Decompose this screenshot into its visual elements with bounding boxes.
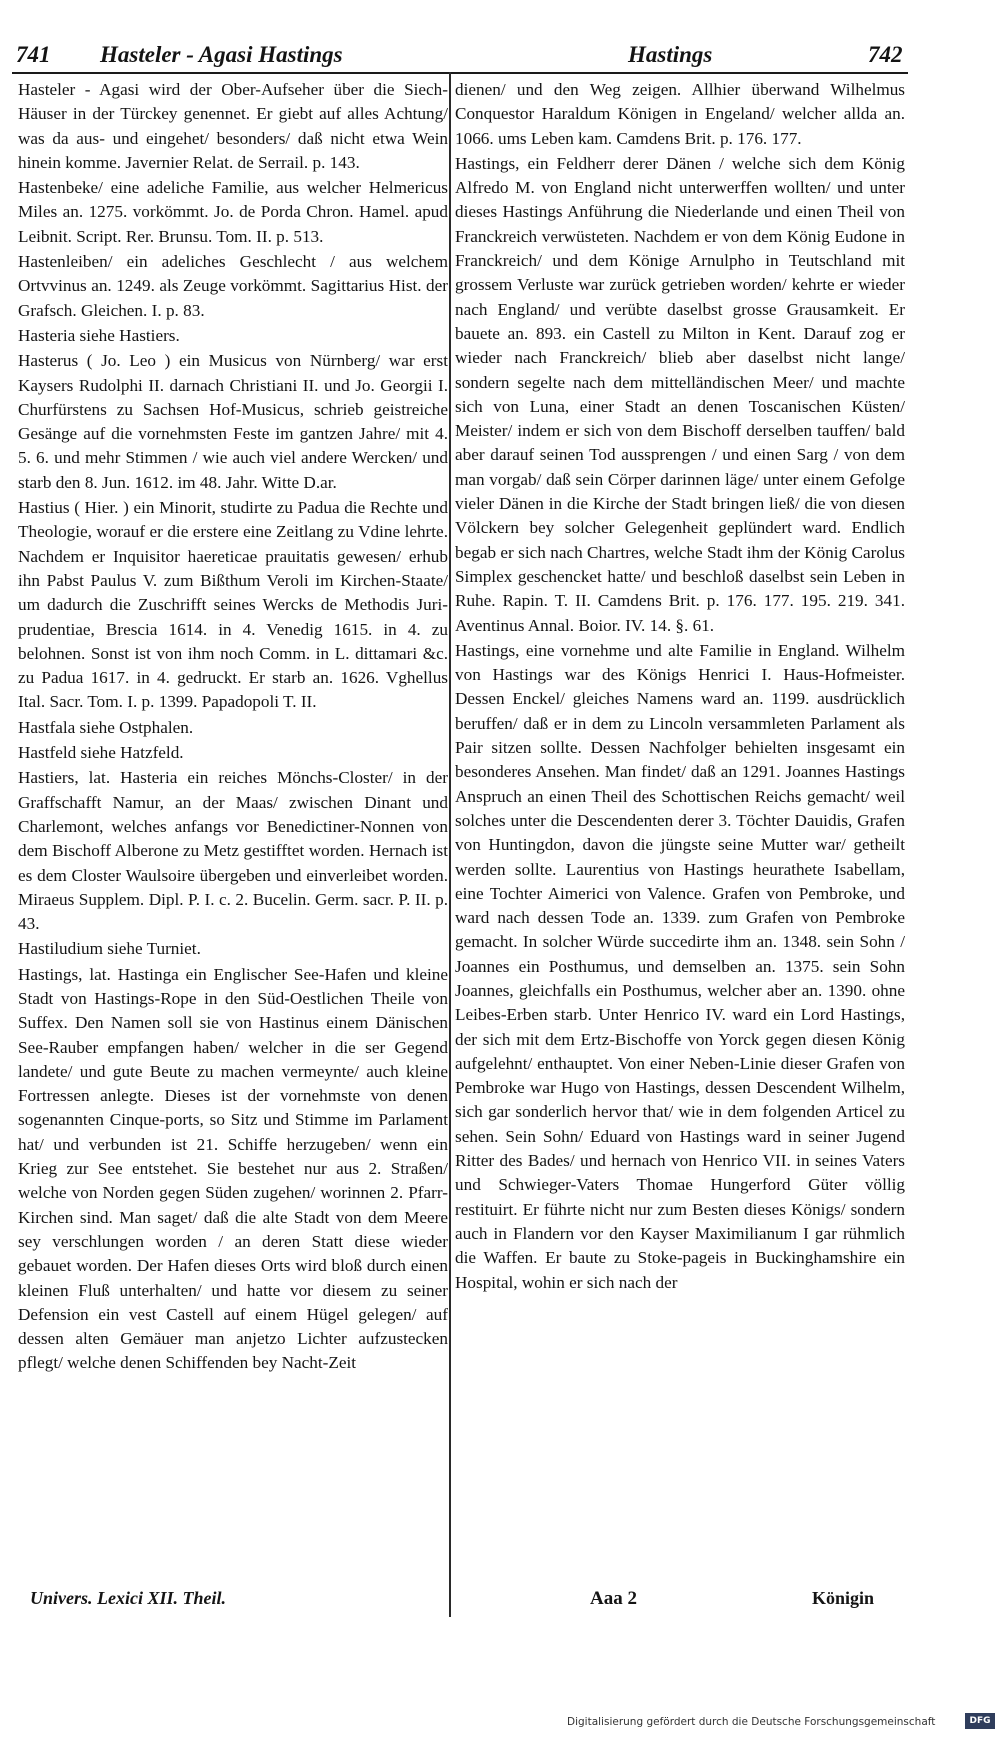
entry-hastenbeke: Hastenbeke/ eine adeliche Familie, aus welcher Helmericus Miles an. 1275. vorkömmt. Jo. de Porda Chron. Hamel. apud Leibnit. Script. Rer. Brunsu. Tom. II. p. 513. [18,178,448,246]
entry-hasteler-agasi: Hasteler - Agasi wird der Ober-Aufseher über die Siech-Häuser in der Türckey genennet. Er giebt auf alles Achtung/ was da aus- und eingehet/ besonders/ daß nicht etwa Wein hinein komme. Javernier Relat. de Serrail. p. 143. [18,80,448,172]
entry-hastings-town: Hastings, lat. Hastinga ein Englischer See-Hafen und kleine Stadt von Hastings-Rope in den Süd-Oestlichen Theile von Suffex. Den Namen soll sie von Hastinus einem Dänischen See-Rauber empfangen haben/ welcher in die ser Gegend landete/ und gute Beute zu machen vermeynte/ auch kleine Fortressen anlegte. Dieses ist der vornehmste von denen sogenannten Cinque-ports, so Sitz und Stimme im Parlament hat/ und verbunden ist 21. Schiffe herzugeben/ wenn ein Krieg zur See entstehet. Sie bestehet nur aus 2. Straßen/ welche von Norden gegen Süden zugehen/ worinnen 2. Pfarr-Kirchen sind. Man saget/ daß die alte Stadt von dem Meere sey verschlungen worden / an deren Statt diese wieder gebauet worden. Der Hafen dieses Orts wird bloß durch einen kleinen Fluß unterhalten/ und hatte vor diesem zu seiner Defension ein vest Castell auf einem Hügel gelegen/ auf dessen alten Gemäuer man anjetzo Lichter aufzustecken pflegt/ welche denen Schiffenden bey Nacht-Zeit [18,964,448,1373]
entry-hastenleiben: Hastenleiben/ ein adeliches Geschlecht / aus welchem Ortvvinus an. 1249. als Zeuge vorkömmt. Sagittarius Hist. der Grafsch. Gleichen. I. p. 83. [18,252,448,320]
right-page-number: 742 [868,42,903,67]
entry-hastius: Hastius ( Hier. ) ein Minorit, studirte zu Padua die Rechte und Theologie, worauf er die erstere eine Zeitlang zu Vdine lehrte. Nachdem er Inquisitor haereticae prauitatis gewesen/ erhub ihn Pabst Paulus V. zum Bißthum Veroli im Kirchen-Staate/ um dadurch die Zuschrifft seines Wercks de Methodis Juri-prudentiae, Brescia 1614. in 4. Venedig 1615. in 4. zu belohnen. Sonst ist von ihm noch Comm. in L. dittamari &c. zu Padua 1617. in 4. gedruckt. Er starb an. 1626. Vghellus Ital. Sacr. Tom. I. p. 1399. Papadopoli T. II. [18,498,448,712]
catchword: Königin [812,1588,875,1608]
entry-hastings-family: Hastings, eine vornehme und alte Familie in England. Wilhelm von Hastings war des Königs Henrici I. Haus-Hofmeister. Dessen Enckel/ gleiches Namens ward an. 1199. ausdrücklich beruffen/ daß er in dem zu Lincoln versammleten Parlament als Pair sitzen sollte. Dessen Nachfolger behielten insgesamt ein besonderes Ansehen. Man findet/ daß an 1291. Joannes Hastings Anspruch an einen Theil des Schottischen Reichs gemacht/ weil solches unter die Descendenten derer 3. Töchter Dauidis, Grafen von Huntingdon, davon die jüngste seine Mutter war/ getheilt werden sollte. Laurentius von Hastings heurathete Isabellam, eine Tochter Aimerici von Valence. Grafen von Pembroke, und ward nach dessen Tode an. 1339. zum Grafen von Pembroke gemacht. In solcher Würde succedirte ihm an. 1348. sein Sohn / Joannes ein Posthumus, und demselben an. 1375. sein Sohn Joannes, gleichfalls ein Posthumus, welcher aber an. 1390. ohne Leibes-Erben starb. Unter Henrico IV. ward ein Lord Hastings, der sich mit dem Ertz-Bischoffe von Yorck gegen diesen König aufgelehnt/ enthauptet. Von einer Neben-Linie dieser Grafen von Pembroke war Hugo von Hastings, dessen Descendent Wilhelm, sich gar sonderlich hervor that/ wie in dem folgenden Articel zu sehen. Sein Sohn/ Eduard von Hastings ward in seiner Jugend Ritter des Bades/ und hernach von Henrico VII. in seines Vaters und Schwieger-Vaters Thomae Hungerford Güter völlig restituirt. Er führte nicht nur zum Besten dieses Königs/ sondern auch in Flandern vor den Kayser Maximilianum I gar rühmlich die Waffen. Er baute zu Stoke-pageis in Buckinghamshire ein Hospital, wohin er sich nach der [455,640,905,1292]
column-divider [449,72,451,1617]
entry-hastiludium: Hastiludium siehe Turniet. [18,939,201,959]
signature-mark: Aaa 2 [590,1588,637,1609]
entry-hasterus: Hasterus ( Jo. Leo ) ein Musicus von Nürnberg/ war erst Kaysers Rudolphi II. darnach Christiani II. und Jo. Georgii I. Churfürstens zu Sachsen Hof-Musicus, schrieb geistreiche Gesänge auf die vornehmsten Feste im gantzen Jahre/ mit 4. 5. 6. und mehr Stimmen / wie auch viel andere Wercken/ und starb den 8. Jun. 1612. im 48. Jahr. Witte D.ar. [18,351,448,492]
right-running-title: Hastings [628,42,713,67]
entry-hastings-town-continued: dienen/ und den Weg zeigen. Allhier überwand Wilhelmus Conquestor Haraldum Königen in Engeland/ welcher allda an. 1066. ums Leben kam. Camdens Brit. p. 176. 177. [455,80,905,148]
header-rule [12,72,908,74]
right-column [455,78,905,1296]
left-column [18,78,448,1377]
digitization-credit: Digitalisierung gefördert durch die Deutsche Forschungsgemeinschaft [567,1716,936,1728]
entry-hasteria: Hasteria siehe Hastiers. [18,325,180,345]
entry-hastfeld: Hastfeld siehe Hatzfeld. [18,743,184,763]
left-running-title: Hasteler - Agasi Hastings [100,42,343,67]
dfg-logo: DFG [965,1713,995,1729]
page-header [8,36,913,76]
signature-note: Univers. Lexici XII. Theil. [30,1588,226,1608]
entry-hastiers: Hastiers, lat. Hasteria ein reiches Mönchs-Closter/ in der Graffschafft Namur, an der Maas/ zwischen Dinant und Charlemont, welches anfangs vor Benedictiner-Nonnen von dem Bischoff Alberone zu Metz gestifftet worden. Hernach ist es dem Closter Waulsoire übergeben und einverleibet worden. Miraeus Supplem. Dipl. P. I. c. 2. Bucelin. Germ. sacr. P. II. p. 43. [18,768,448,934]
entry-hastfala: Hastfala siehe Ostphalen. [18,717,194,737]
entry-hastings-dane: Hastings, ein Feldherr derer Dänen / welche sich dem König Alfredo M. von England nicht unterwerffen wollten/ und unter dieses Hastings Anführung die Niederlande und einen Theil von Franckreich verwüsteten. Nachdem er von dem König Eudone in Franckreich/ und dem Könige Arnulpho in Teutschland mit grossem Verluste war zurück getrieben worden/ kehrte er wieder nach England/ und verübte daselbst grosse Grausamkeit. Er bauete an. 893. ein Castell zu Milton in Kent. Darauf zog er wieder nach Franckreich/ blieb aber daselbst nicht lange/ sondern segelte nach dem mittelländischen Meer/ und machte sich von Luna, einer Stadt an denen Toscanischen Küsten/ Meister/ indem er sich von dem Bischoff derselben tauffen/ bald aber darauf seinen Tod aussprengen / und einen Sarg / von dem man vorgab/ daß sein Cörper darinnen läge/ unter einem Gefolge vieler Dänen in die Kirche der Stadt bringen ließ/ die von diesen Völckern bey solcher Gelegenheit geplündert ward. Endlich begab er sich nach Chartres, welche Stadt ihm der König Carolus Simplex geschencket hatte/ und beschloß daselbst sein Leben in Ruhe. Rapin. T. II. Camdens Brit. p. 176. 177. 195. 219. 341. Aventinus Annal. Boior. IV. 14. §. 61. [455,153,905,635]
left-page-number: 741 [16,42,51,67]
